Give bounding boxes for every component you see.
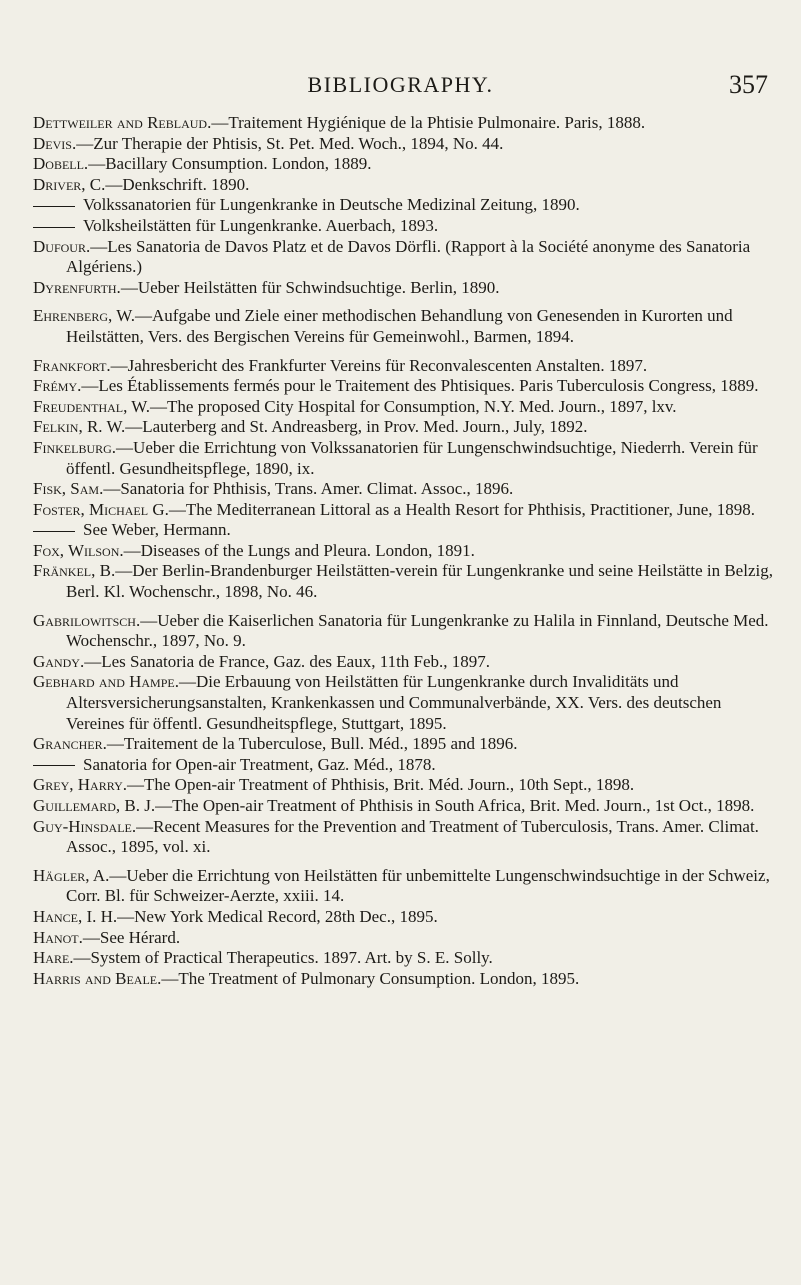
bib-entry xyxy=(33,541,773,562)
bib-entry xyxy=(33,356,773,377)
bib-entry xyxy=(33,479,773,500)
entry-text: —The Open-air Treatment of Phthisis in South Africa, Brit. Med. Journ., 1st Oct., 1898. xyxy=(155,796,755,815)
entry-text: —Ueber Heilstätten für Schwindsuchtige. Berlin, 1890. xyxy=(120,277,500,297)
bib-entry xyxy=(33,438,773,479)
bib-entry xyxy=(33,306,773,347)
page-header xyxy=(0,70,801,100)
bib-entry xyxy=(33,195,773,216)
entry-author: Fränkel, B. xyxy=(33,561,116,581)
bib-entry xyxy=(33,866,773,907)
bibliography-list xyxy=(33,113,773,989)
bib-entry xyxy=(33,969,773,990)
ditto-rule xyxy=(33,531,75,532)
entry-author: Dobell. xyxy=(33,154,89,174)
entry-text: —The Mediterranean Littoral as a Health Resort for Phthisis, Practitioner, June, 1898. xyxy=(168,499,755,519)
entry-author: Frémy. xyxy=(33,376,82,396)
entry-text: —New York Medical Record, 28th Dec., 1895. xyxy=(117,906,438,926)
entry-text: —See Hérard. xyxy=(82,927,181,947)
entry-text: —Der Berlin-Brandenburger Heilstätten-verein für Lungenkranke und seine Heilstätte in Belzig, Berl. Kl. Wochenschr., 1898, No. 46. xyxy=(66,561,773,602)
bib-entry xyxy=(33,775,773,796)
entry-author: Finkelburg. xyxy=(33,437,117,457)
entry-text: —The Treatment of Pulmonary Consumption. London, 1895. xyxy=(161,968,580,988)
bib-entry xyxy=(33,907,773,928)
entry-text: —The Open-air Treatment of Phthisis, Brit. Méd. Journ., 10th Sept., 1898. xyxy=(126,775,635,795)
entry-text: —Traitement de la Tuberculose, Bull. Méd., 1895 and 1896. xyxy=(106,734,518,754)
bib-entry xyxy=(33,134,773,155)
entry-author: Frankfort. xyxy=(33,355,111,375)
bib-entry xyxy=(33,796,773,817)
bib-entry xyxy=(33,817,773,858)
running-title: BIBLIOGRAPHY. xyxy=(307,72,494,97)
entry-author: Dettweiler and Reblaud. xyxy=(33,113,212,132)
entry-author: Felkin, R. W. xyxy=(33,417,126,437)
bib-entry xyxy=(33,652,773,673)
entry-author: Guillemard, B. J. xyxy=(33,796,156,815)
entry-text: Volkssanatorien für Lungenkranke in Deutsche Medizinal Zeitung, 1890. xyxy=(83,195,580,215)
entry-author: Hance, I. H. xyxy=(33,906,118,926)
bib-entry xyxy=(33,561,773,602)
entry-text: —Lauterberg and St. Andreasberg, in Prov. Med. Journ., July, 1892. xyxy=(125,417,588,437)
bib-entry xyxy=(33,237,773,278)
entry-author: Freudenthal, W. xyxy=(33,396,151,416)
ditto-rule xyxy=(33,227,75,228)
entry-author: Hanot. xyxy=(33,927,83,947)
entry-author: Devis. xyxy=(33,133,77,153)
entry-text: —The proposed City Hospital for Consumption, N.Y. Med. Journ., 1897, lxv. xyxy=(150,396,677,416)
entry-author: Guy-Hinsdale. xyxy=(33,816,137,836)
entry-text: —Recent Measures for the Prevention and Treatment of Tuberculosis, Trans. Amer. Climat. Assoc., 1895, vol. xi. xyxy=(66,816,759,857)
entry-text: See Weber, Hermann. xyxy=(83,520,231,540)
entry-author: Gebhard and Hampe. xyxy=(33,672,179,692)
bib-entry xyxy=(33,113,773,134)
bib-entry xyxy=(33,928,773,949)
bib-entry xyxy=(33,734,773,755)
entry-author: Driver, C. xyxy=(33,174,106,194)
entry-text: —Die Erbauung von Heilstätten für Lungenkranke durch Invaliditäts und Altersversicherungsanstalten, Krankenkassen und Communalverbände, XX. Vers. des deutschen Vereines für öffentl. Gesundheitspflege, Stuttgart, 1895. xyxy=(66,672,722,733)
bib-entry xyxy=(33,500,773,521)
bib-entry xyxy=(33,154,773,175)
entry-author: Gandy. xyxy=(33,651,85,671)
bib-entry xyxy=(33,611,773,652)
entry-text: —Ueber die Errichtung von Volkssanatorien für Lungenschwindsuchtige, Niederrh. Verein für öffentl. Gesundheitspflege, 1890, ix. xyxy=(66,437,758,478)
bib-entry xyxy=(33,520,773,541)
entry-author: Grancher. xyxy=(33,734,107,754)
entry-author: Grey, Harry. xyxy=(33,775,127,795)
entry-text: —Ueber die Kaiserlichen Sanatoria für Lungenkranke zu Halila in Finnland, Deutsche Med. Wochenschr., 1897, No. 9. xyxy=(66,610,769,651)
page-number: 357 xyxy=(729,70,768,99)
entry-text: Sanatoria for Open-air Treatment, Gaz. Méd., 1878. xyxy=(83,754,436,774)
entry-text: —Bacillary Consumption. London, 1889. xyxy=(88,154,372,174)
entry-author: Gabrilowitsch. xyxy=(33,610,141,630)
bib-entry xyxy=(33,397,773,418)
entry-text: —Sanatoria for Phthisis, Trans. Amer. Climat. Assoc., 1896. xyxy=(103,479,514,499)
entry-author: Hare. xyxy=(33,948,74,968)
entry-text: —Aufgabe und Ziele einer methodischen Behandlung von Genesenden in Kurorten und Heilstätten, Vers. des Bergischen Vereins für Gemeinwohl., Barmen, 1894. xyxy=(66,306,733,346)
entry-text: —Les Établissements fermés pour le Traitement des Phtisiques. Paris Tuberculosis Congress, 1889. xyxy=(81,376,759,396)
entry-author: Foster, Michael G. xyxy=(33,499,169,519)
entry-text: —Traitement Hygiénique de la Phtisie Pulmonaire. Paris, 1888. xyxy=(211,113,646,132)
bib-entry xyxy=(33,216,773,237)
bib-entry xyxy=(33,755,773,776)
bib-entry xyxy=(33,175,773,196)
entry-author: Harris and Beale. xyxy=(33,968,162,988)
entry-text: —Les Sanatoria de France, Gaz. des Eaux, 11th Feb., 1897. xyxy=(84,651,491,671)
entry-text: —Zur Therapie der Phtisis, St. Pet. Med. Woch., 1894, No. 44. xyxy=(76,133,504,153)
ditto-rule xyxy=(33,206,75,207)
entry-author: Fox, Wilson. xyxy=(33,540,124,560)
entry-text: —Denkschrift. 1890. xyxy=(105,174,250,194)
entry-author: Hägler, A. xyxy=(33,865,110,885)
bib-entry xyxy=(33,948,773,969)
entry-author: Dyrenfurth. xyxy=(33,277,121,297)
bib-entry xyxy=(33,376,773,397)
bib-entry xyxy=(33,672,773,734)
entry-text: Volksheilstätten für Lungenkranke. Auerbach, 1893. xyxy=(83,215,439,235)
entry-text: —Diseases of the Lungs and Pleura. London, 1891. xyxy=(123,540,475,560)
entry-text: —Jahresbericht des Frankfurter Vereins für Reconvalescenten Anstalten. 1897. xyxy=(110,355,648,375)
ditto-rule xyxy=(33,765,75,766)
entry-author: Fisk, Sam. xyxy=(33,479,104,499)
entry-text: —System of Practical Therapeutics. 1897. Art. by S. E. Solly. xyxy=(73,948,493,968)
entry-text: —Ueber die Errichtung von Heilstätten für unbemittelte Lungenschwindsuchtige in der Schweiz, Corr. Bl. für Schweizer-Aerzte, xxiii. 14. xyxy=(66,865,770,906)
entry-author: Ehrenberg, W. xyxy=(33,306,135,326)
bib-entry xyxy=(33,278,773,299)
entry-text: —Les Sanatoria de Davos Platz et de Davos Dörfli. (Rapport à la Société anonyme des Sanatoria Algériens.) xyxy=(66,236,751,277)
bib-entry xyxy=(33,417,773,438)
entry-author: Dufour. xyxy=(33,236,91,256)
